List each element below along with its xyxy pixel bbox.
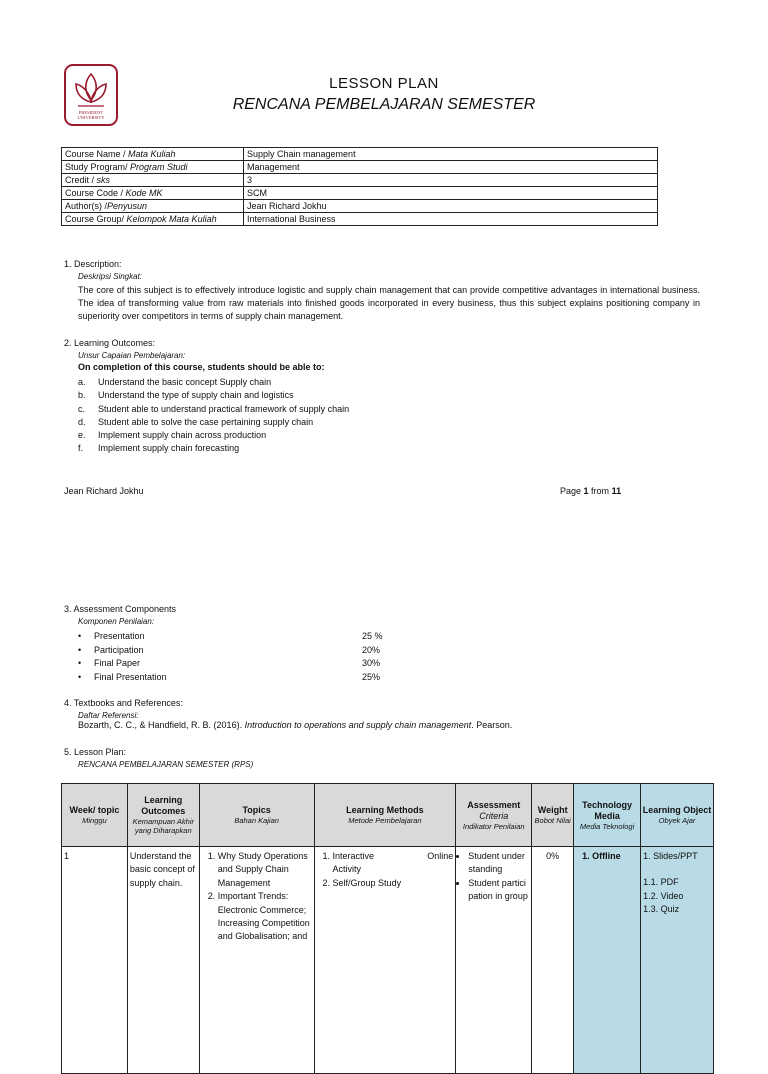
column-header: Assessment Criteria Indikator Penilaian [456, 784, 532, 847]
course-info-value: Supply Chain management [244, 148, 658, 161]
column-header: Topics Bahan Kajian [199, 784, 314, 847]
bullet-icon: • [78, 631, 82, 641]
list-item: 2. Self/Group Study [333, 877, 454, 890]
course-info-value: Jean Richard Jokhu [244, 200, 658, 213]
column-header: Week/ topic Minggu [62, 784, 128, 847]
learning-outcomes-list [78, 376, 349, 456]
list-item: 1. Why Study Operations and Supply Chain Management [218, 850, 312, 890]
learning-outcomes-section [64, 337, 325, 374]
course-info-label: Author(s) /Penyusun [62, 200, 244, 213]
references-heading: 4. Textbooks and References: [64, 698, 183, 708]
list-item: 1. Interactive Online Activity [333, 850, 454, 877]
list-item: 1. Slides/PPT [643, 851, 698, 861]
assessment-list [78, 630, 383, 684]
description-heading: 1. Description: [64, 259, 122, 269]
course-info-value: International Business [244, 213, 658, 226]
table-header-row [62, 784, 714, 847]
column-header: Learning Object Obyek Ajar [641, 784, 714, 847]
president-university-logo [64, 64, 118, 126]
learning-outcomes-intro: On completion of this course, students should be able to: [78, 362, 325, 372]
course-info-value: SCM [244, 187, 658, 200]
course-info-label: Course Group/ Kelompok Mata Kuliah [62, 213, 244, 226]
list-item: 2. Important Trends: Electronic Commerce; Increasing Competition and Globalisation; and [218, 890, 312, 944]
column-header: Weight Bobot Nilai [532, 784, 574, 847]
assessment-subheading: Komponen Penilaian: [78, 617, 155, 626]
document-subtitle: RENCANA PEMBELAJARAN SEMESTER [232, 96, 536, 113]
reference-entry: Bozarth, C. C., & Handfield, R. B. (2016). Introduction to operations and supply chain management. Pearson. [78, 720, 513, 730]
course-info-value: Management [244, 161, 658, 174]
list-item: 1.1. PDF [643, 877, 679, 888]
list-item: f. Implement supply chain forecasting [78, 443, 240, 454]
assessment-heading: 3. Assessment Components [64, 604, 177, 614]
list-item: e. Implement supply chain across production [78, 430, 267, 441]
assessment-section [64, 603, 176, 627]
list-item: 1.3. Quiz [643, 904, 680, 915]
learning-outcomes-subheading: Unsur Capaian Pembelajaran: [78, 351, 186, 360]
topics-cell [199, 847, 314, 1074]
bullet-icon: • [78, 658, 82, 668]
list-item: • Participation 20% [78, 644, 383, 658]
list-item: • Final Presentation 25% [78, 671, 383, 685]
list-item: c. Student able to understand practical framework of supply chain [78, 403, 350, 414]
list-item: • Presentation 25 % [78, 630, 383, 644]
references-section [64, 697, 183, 721]
svg-text:UNIVERSITY: UNIVERSITY [77, 115, 105, 120]
lesson-plan-table [61, 783, 714, 1074]
column-header: Learning Methods Metode Pembelajaran [314, 784, 456, 847]
assessment-cell [456, 847, 532, 1074]
course-info-label: Course Code / Kode MK [62, 187, 244, 200]
column-header: Technology Media Media Teknologi [574, 784, 641, 847]
course-info-label: Credit / sks [62, 174, 244, 187]
lesson-plan-section [64, 746, 253, 770]
week-cell: 1 [62, 847, 128, 1074]
references-subheading: Daftar Referensi: [78, 711, 139, 720]
learning-outcomes-heading: 2. Learning Outcomes: [64, 338, 156, 348]
description-text: The core of this subject is to effectively introduce logistic and supply chain management that can provide competitive advantages in international business. The idea of transforming value from raw materials into finished goods incorporated in every business, thus this subject explains positioning company in superiority over competitors in terms of supply chain management. [78, 285, 700, 321]
list-item: 1. Offline [592, 850, 638, 863]
weight-cell: 0% [532, 847, 574, 1074]
course-info-row [62, 174, 658, 187]
description-section [64, 258, 142, 282]
bullet-icon: • [78, 644, 82, 655]
list-item: d. Student able to solve the case pertaining supply chain [78, 416, 314, 427]
table-row [62, 847, 714, 1074]
learning-object-cell [641, 847, 714, 1074]
footer-author: Jean Richard Jokhu [64, 486, 144, 496]
course-info-label: Course Name / Mata Kuliah [62, 148, 244, 161]
list-item: a. Understand the basic concept Supply chain [78, 377, 272, 387]
list-item: • Student participation in group [468, 877, 529, 904]
bullet-icon: • [78, 671, 82, 682]
methods-cell [314, 847, 456, 1074]
list-item: • Final Paper 30% [78, 657, 383, 671]
lesson-plan-subheading: RENCANA PEMBELAJARAN SEMESTER (RPS) [78, 760, 254, 769]
outcome-cell: Understand the basic concept of supply chain. [127, 847, 199, 1074]
course-info-row [62, 161, 658, 174]
course-info-value: 3 [244, 174, 658, 187]
course-info-row [62, 187, 658, 200]
page-number: Page 1 from 11 [560, 486, 622, 496]
course-info-table [61, 147, 658, 226]
list-item: 1.2. Video [643, 890, 684, 901]
description-subheading: Deskripsi Singkat: [78, 272, 143, 281]
course-info-row [62, 148, 658, 161]
svg-text:PRESIDENT: PRESIDENT [78, 110, 104, 115]
course-info-label: Study Program/ Program Studi [62, 161, 244, 174]
lesson-plan-heading: 5. Lesson Plan: [64, 747, 127, 757]
column-header: Learning Outcomes Kemampuan Akhir yang Diharapkan [127, 784, 199, 847]
course-info-row [62, 213, 658, 226]
media-cell [574, 847, 641, 1074]
list-item: b. Understand the type of supply chain and logistics [78, 390, 294, 401]
document-title: LESSON PLAN [329, 75, 439, 92]
course-info-row [62, 200, 658, 213]
list-item: • Student understanding [468, 850, 529, 877]
